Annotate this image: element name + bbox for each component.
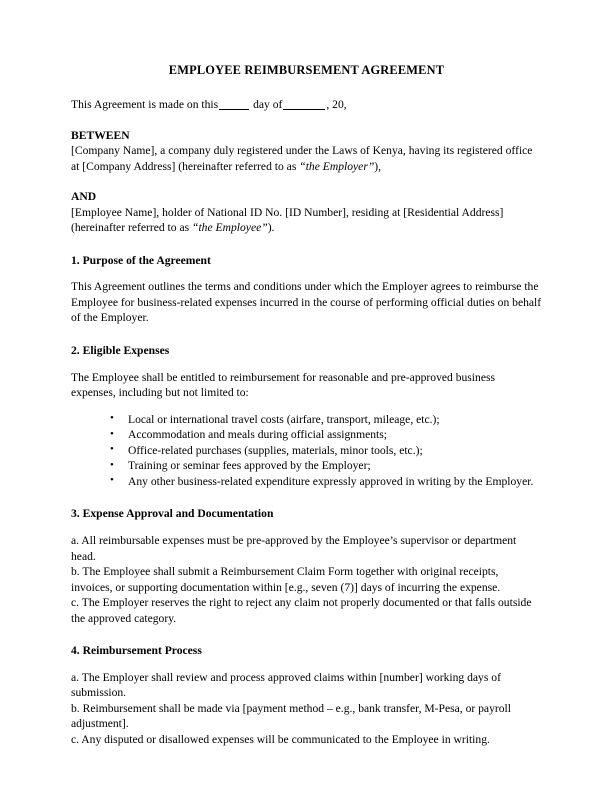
employer-text-lead: [Company Name], a company duly registered under the Laws of Kenya, having its registered office at [Company Address] (hereinafter referred to as [71, 144, 533, 173]
clause-4b: b. Reimbursement shall be made via [payment method – e.g., bank transfer, M-Pesa, or payroll adjustment]. [71, 701, 511, 731]
spacer [71, 659, 542, 670]
spacer [71, 113, 542, 128]
list-item: • Local or international travel costs (airfare, transport, mileage, etc.); [110, 412, 542, 428]
spacer [71, 359, 542, 370]
section-heading-eligible-expenses: 2. Eligible Expenses [71, 343, 170, 357]
agreement-date-line [71, 97, 542, 113]
spacer [71, 326, 542, 343]
employee-text-lead: [Employee Name], holder of National ID No. [ID Number], residing at [Residential Address] (hereinafter referred to as [71, 205, 504, 235]
clause-3c: c. The Employer reserves the right to reject any claim not properly documented or that falls outside the approved category. [71, 596, 532, 625]
clause-4a: a. The Employer shall review and process approved claims within [number] working days of submission. [71, 670, 501, 700]
spacer [71, 626, 542, 643]
date-line-middle: day of [253, 98, 283, 112]
date-line-prefix: This Agreement is made on this [71, 98, 219, 112]
spacer [71, 489, 542, 506]
spacer [71, 401, 542, 412]
spacer [71, 174, 542, 189]
spacer [71, 522, 542, 533]
list-item: • Accommodation and meals during official assignments; [110, 427, 542, 443]
and-label: AND [71, 190, 97, 204]
day-blank-field[interactable] [219, 109, 249, 110]
list-item: • Office-related purchases (supplies, materials, minor tools, etc.); [110, 443, 542, 459]
list-item: • Training or seminar fees approved by the Employer; [110, 458, 542, 474]
month-blank-field[interactable] [283, 109, 325, 110]
spacer [71, 268, 542, 279]
section-body-purpose: This Agreement outlines the terms and conditions under which the Employer agrees to reimburse the Employee for business-related expenses incurred in the course of performing official duties on behalf of the Employer. [71, 280, 542, 325]
employer-party-paragraph [71, 143, 542, 174]
section-body-eligible-expenses: The Employee shall be entitled to reimbursement for reasonable and pre-approved business expenses, including but not limited to: [71, 370, 495, 400]
section-heading-reimbursement-process: 4. Reimbursement Process [71, 644, 202, 658]
page-title: EMPLOYEE REIMBURSEMENT AGREEMENT [168, 63, 445, 77]
list-item: • Any other business-related expenditure expressly approved in writing by the Employer. [110, 474, 542, 490]
employee-text-tail: ). [267, 221, 275, 235]
section-heading-expense-approval: 3. Expense Approval and Documentation [71, 507, 274, 521]
spacer [71, 236, 542, 253]
eligible-expenses-list [71, 412, 542, 490]
employee-defined-term: “the Employee” [192, 221, 268, 235]
employer-defined-term: “the Employer” [299, 159, 375, 173]
employer-text-tail: ), [374, 159, 382, 173]
clause-3a: a. All reimbursable expenses must be pre-approved by the Employee’s supervisor or department head. [71, 533, 517, 563]
between-label: BETWEEN [71, 128, 130, 142]
employee-party-paragraph [71, 205, 542, 236]
section-heading-purpose: 1. Purpose of the Agreement [71, 253, 211, 267]
clause-4c: c. Any disputed or disallowed expenses will be communicated to the Employee in writing. [71, 732, 490, 746]
clause-3b: b. The Employee shall submit a Reimbursement Claim Form together with original receipts, invoices, or supporting documentation within [e.g., seven (7)] days of incurring the expense. [71, 565, 501, 594]
date-line-suffix: , 20, [326, 98, 347, 112]
